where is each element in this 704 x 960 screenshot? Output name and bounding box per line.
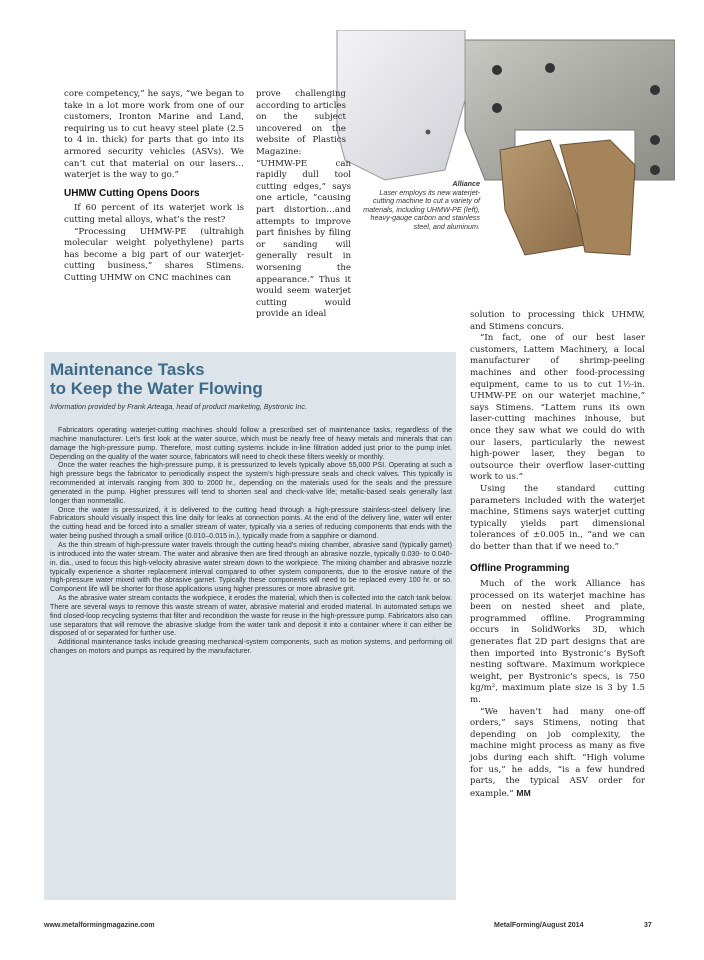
paragraph-wrap (256, 89, 346, 159)
subheading-uhmw: UHMW Cutting Opens Doors (64, 187, 200, 199)
article-column-3 (470, 310, 645, 800)
caption-title: Alliance (452, 179, 480, 188)
paragraph: As the thin stream of high-pressure water travels through the cutting head’s mixing chamber, abrasive sand (typically garnet) is introduced into the water stream. The water and abrasive then are fired through an abrasive nozzle, typically 0.030- to 0.040-in. dia., used to focus this high-velocity abrasive water stream down to the workpiece. The mixing chamber and abrasive nozzle typically experience a shorter replacement interval compared to other system components, due to the erosive nature of the high-pressure water mixed with the abrasive garnet. Typically these components will need to be replaced every 100 hr. or so. Component life will be shorter for those applications using higher pressures or more abrasive grit. (50, 540, 452, 594)
subheading-offline: Offline Programming (470, 563, 570, 575)
sidebar-title: Maintenance Tasks to Keep the Water Flowing (50, 360, 263, 398)
paragraph: Once the water reaches the high-pressure pump, it is pressurized to levels typically above 55,000 PSI. Operating at such a high pressure begs the fabricator to periodically inspect the system’s high-pressure seals and check valves. This typically is recommended at intervals ranging from 300 to 2000 hr., depending on the materials used for the seals and the pressure generated in the pump. Higher pressures will tend to shorten seal and check-valve life; metallic-based seals generally last longer than nonmetallic. (50, 461, 452, 505)
article-column-1 (64, 89, 244, 285)
paragraph: “We haven’t had many one-off orders,” says Stimens, noting that depending on job complexity, the machine might process as many as five jobs during each shift. “High volume for us,” he adds, “is a few hundred parts, the typical ASV order for example.” MM (470, 706, 645, 799)
article-column-2 (256, 89, 446, 321)
footer-url: www.metalformingmagazine.com (44, 922, 155, 929)
paragraph: Once the water is pressurized, it is delivered to the cutting head through a high-pressure stainless-steel delivery line. Fabricators should visually inspect this line daily for leaks at connection points. At the end of the delivery line, water will enter the cutting head and be forced into a smaller stream of water, typically via a series of reducing components that ends with the water being pushed through a small orifice (0.010–0.015 in.), typically made from a sapphire or diamond. (50, 505, 452, 541)
paragraph: As the abrasive water stream contacts the workpiece, it erodes the material, which then is collected into the catch tank below. There are several ways to remove this waste stream of water, abrasive material and eroded material. In automated setups we find closed-loop recycling systems that filter and recondition the waste for reuse in the high-pressure pump. Fabricators also can use separators that will remove the abrasive sludge from the water tank and deposit it into a container where it can either be disposed of or separated for further use. (50, 594, 452, 638)
paragraph: Additional maintenance tasks include greasing mechanical-system components, such as motion systems, and performing oil changes on motors and pumps as required by the manufacturer. (50, 638, 452, 656)
page-number: 37 (644, 922, 652, 929)
sidebar-body (50, 426, 452, 656)
paragraph: “Processing UHMW-PE (ultrahigh molecular weight polyethylene) parts has become a big part of our waterjet-cutting business,” shares Stimens. Cutting UHMW on CNC machines can (64, 226, 244, 283)
paragraph: prove challenging according to articles on the subject uncovered on the website of Plastics Magazine: (256, 89, 346, 157)
end-mark: MM (516, 787, 531, 798)
paragraph: If 60 percent of its waterjet work is cutting metal alloys, what’s the rest? (64, 203, 244, 225)
paragraph: Fabricators operating waterjet-cutting machines should follow a prescribed set of maintenance tasks, regardless of the machine manufacturer. Let’s first look at the water source, which must be nearly free of heavy metals and minerals that can damage the high-pressure pump. Therefore, most cutting systems include in-line filtration added just prior to the pump inlet. Depending on the quality of the water source, fabricators will need to check these filters weekly or monthly. (50, 426, 452, 461)
paragraph: “In fact, one of our best laser customers, Lattem Machinery, a local manufacturer of shrimp-peeling machines and other food-processing equipment, came to us to cut 1½-in. UHMW-PE on our waterjet machine,” says Stimens. “Lattem runs its own laser-cutting machines inhouse, but once they saw what we could do with our lasers, particularly the newest high-power laser, they began to outsource their overflow laser-cutting work to us.” (470, 333, 645, 483)
paragraph: Much of the work Alliance has processed on its waterjet machine has been on nested sheet and plate, programmed offline. Programming occurs in SolidWorks 3D, which generates flat 2D part designs that are then imported into Bystronic’s BySoft nesting software. Maximum workpiece weight, per Bystronic’s specs, is 750 kg/m², maximum plate size is 3 by 1.5 m. (470, 579, 645, 705)
paragraph: core competency,” he says, “we began to take in a lot more work from one of our customers, Ironton Marine and Land, requiring us to cut heavy steel plate (2.5 to 4 in. thick) for parts that go into its armored security vehicles (ASVs). We can’t cut that material on our lasers…waterjet is the way to go.” (64, 89, 244, 181)
paragraph-narrow (256, 159, 351, 321)
caption-text: Laser employs its new waterjet-cutting machine to cut a variety of materials, including UHMW-PE (left), heavy-gauge carbon and stainless steel, and aluminum. (363, 187, 480, 231)
paragraph: “UHMW-PE can rapidly dull tool cutting edges,” says one article, “causing part distortion…and attempts to improve part finishes by filing or sanding will generally result in worsening the appearance.” Thus it would seem waterjet cutting would provide an ideal (256, 158, 351, 320)
paragraph: Using the standard cutting parameters included with the waterjet machine, Stimens says waterjet cutting typically yields part dimensional tolerances of ±0.005 in., “and we can do better than that if we need to.” (470, 483, 645, 552)
footer-issue: MetalForming/August 2014 (494, 922, 584, 929)
sidebar-credit: Information provided by Frank Arteaga, head of product marketing, Bystronic Inc. (50, 402, 308, 411)
sidebar-box (44, 352, 456, 900)
paragraph: solution to processing thick UHMW, and Stimens concurs. (470, 310, 645, 332)
